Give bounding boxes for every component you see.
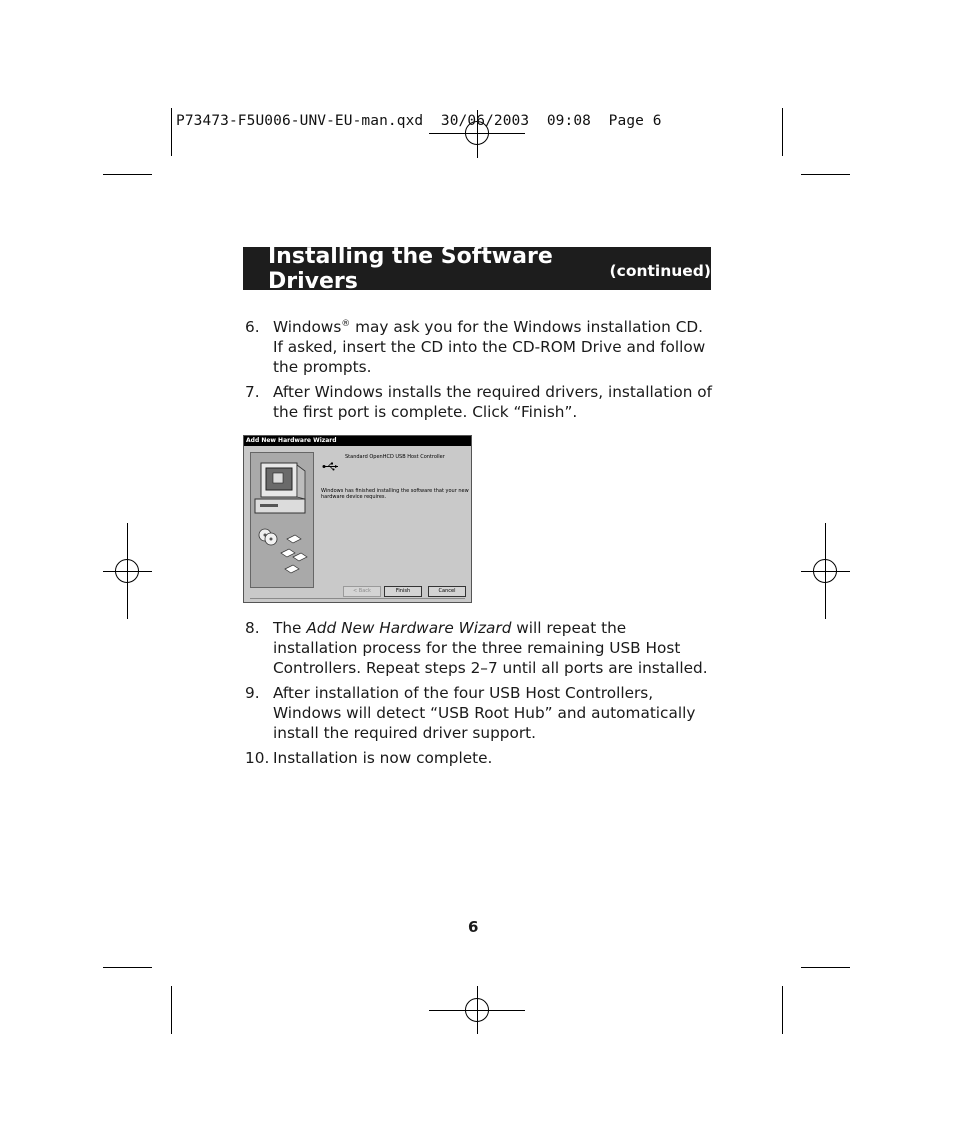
step-6: 6. Windows® may ask you for the Windows installation CD. If asked, insert the CD into the CD-ROM Drive and follow the prompts.	[245, 318, 706, 376]
device-name: Standard OpenHCD USB Host Controller	[345, 454, 445, 460]
section-continued: (continued)	[609, 261, 711, 280]
file-slug: P73473-F5U006-UNV-EU-man.qxd 30/06/2003 09:08 Page 6	[176, 113, 662, 129]
page-number: 6	[468, 918, 479, 936]
wizard-dialog-screenshot	[243, 435, 472, 603]
step-9: 9. After installation of the four USB Host Controllers, Windows will detect “USB Root Hub” and automatically install the required driver support.	[245, 684, 696, 742]
computer-illustration-icon	[250, 452, 314, 588]
dialog-title: Add New Hardware Wizard	[244, 436, 471, 446]
step-7: 7. After Windows installs the required drivers, installation of the first port is complete. Click “Finish”.	[245, 383, 713, 421]
step-8: 8. The Add New Hardware Wizard will repeat the installation process for the three remaining USB Host Controllers. Repeat steps 2–7 until all ports are installed.	[245, 619, 708, 677]
steps-list-top	[245, 317, 715, 427]
section-banner	[243, 243, 711, 294]
section-title: Installing the Software Drivers	[268, 243, 553, 294]
usb-icon	[322, 456, 340, 475]
step-10: 10. Installation is now complete.	[245, 749, 493, 767]
back-button[interactable]: < Back	[343, 586, 381, 597]
cancel-button[interactable]: Cancel	[428, 586, 466, 597]
finish-message: Windows has finished installing the software that your new hardware device requires.	[321, 488, 469, 500]
finish-button[interactable]: Finish	[384, 586, 422, 597]
dialog-divider	[250, 598, 465, 599]
steps-list-bottom	[245, 618, 715, 773]
